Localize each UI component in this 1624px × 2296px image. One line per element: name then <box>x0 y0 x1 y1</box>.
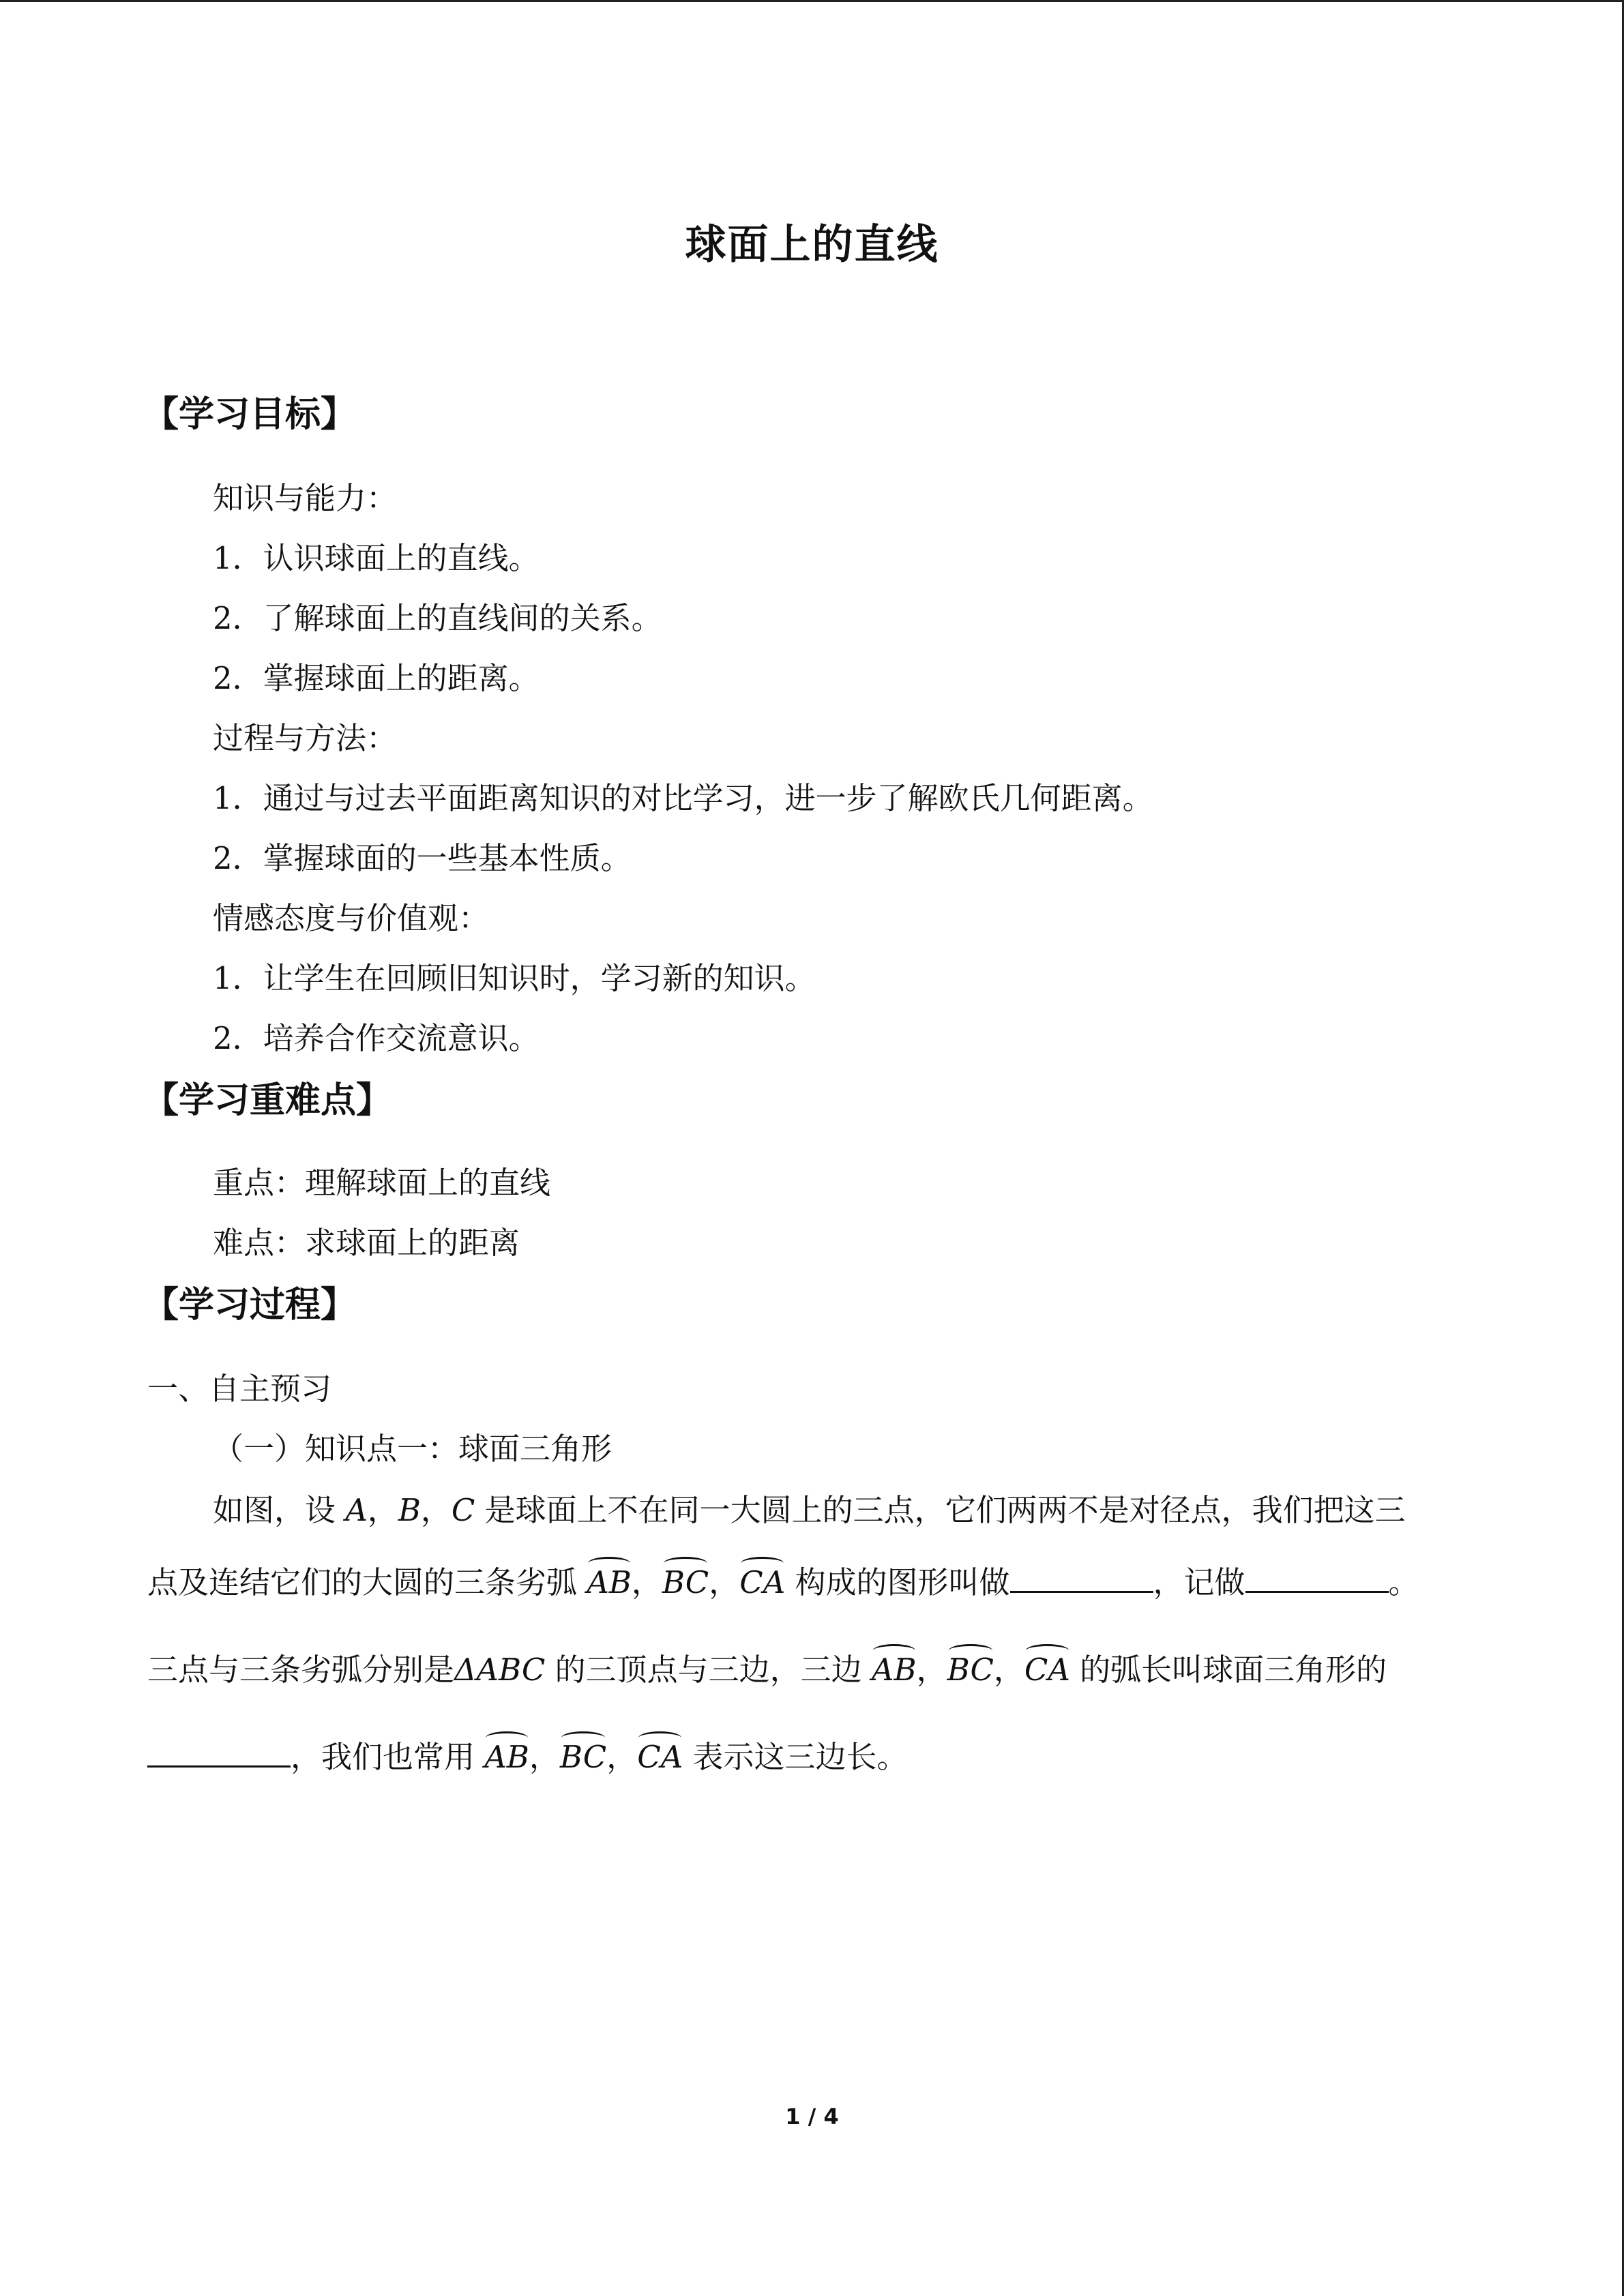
text-span: ，记做 <box>1153 1564 1245 1600</box>
text-span: ， <box>420 1492 452 1528</box>
text-span: 的弧长叫球面三角形的 <box>1069 1652 1387 1688</box>
paragraph-line-2 <box>147 1558 1419 1603</box>
goals-line: 过程与方法： <box>213 720 398 756</box>
goals-line: 2．掌握球面上的距离。 <box>213 660 540 696</box>
goals-line: 情感态度与价值观： <box>213 900 490 936</box>
text-span: ，我们也常用 <box>291 1739 485 1775</box>
text-span: 。 <box>1388 1564 1419 1600</box>
text-span: ， <box>367 1492 398 1528</box>
fill-in-blank[interactable] <box>147 1735 291 1768</box>
text-span: 点及连结它们的大圆的三条劣弧 <box>147 1564 587 1600</box>
key-point-line: 难点：求球面上的距离 <box>213 1225 520 1261</box>
triangle-label: ΔABC <box>454 1652 546 1688</box>
text-span: ， <box>529 1739 560 1775</box>
arc-ca-label: CA <box>1024 1645 1070 1690</box>
fill-in-blank[interactable] <box>1245 1561 1389 1593</box>
point-c-label: C <box>451 1492 475 1528</box>
section-heading-goals: 【学习目标】 <box>143 394 357 435</box>
goals-line: 1．让学生在回顾旧知识时，学习新的知识。 <box>213 960 816 996</box>
arc-ca-label: CA <box>637 1733 683 1778</box>
point-b-label: B <box>398 1492 421 1528</box>
arc-ab-label: AB <box>872 1645 917 1690</box>
arc-ab-label: AB <box>587 1558 632 1603</box>
arc-ca-label: CA <box>739 1558 785 1603</box>
goals-line: 1．认识球面上的直线。 <box>213 540 540 576</box>
goals-line: 知识与能力： <box>213 480 398 516</box>
text-span: 如图，设 <box>213 1492 346 1528</box>
paragraph-line-3 <box>147 1645 1387 1690</box>
text-span: ， <box>631 1564 662 1600</box>
arc-ab-label: AB <box>484 1733 529 1778</box>
text-span: ， <box>916 1652 947 1688</box>
text-span: 表示这三边长。 <box>683 1739 908 1775</box>
goals-line: 1．通过与过去平面距离知识的对比学习，进一步了解欧氏几何距离。 <box>213 780 1153 816</box>
goals-line: 2．培养合作交流意识。 <box>213 1020 540 1056</box>
section-heading-key-points: 【学习重难点】 <box>143 1080 392 1121</box>
arc-bc-label: BC <box>947 1645 994 1690</box>
part-one-heading: 一、自主预习 <box>147 1371 332 1407</box>
goals-line: 2．掌握球面的一些基本性质。 <box>213 840 632 876</box>
arc-bc-label: BC <box>662 1558 709 1603</box>
text-span: 的三顶点与三边，三边 <box>545 1652 872 1688</box>
text-span: 构成的图形叫做 <box>785 1564 1010 1600</box>
paragraph-line-1 <box>213 1490 1406 1531</box>
key-point-line: 重点：理解球面上的直线 <box>213 1165 551 1201</box>
point-a-label: A <box>345 1492 368 1528</box>
fill-in-blank[interactable] <box>1010 1561 1153 1593</box>
arc-bc-label: BC <box>560 1733 606 1778</box>
goals-line: 2．了解球面上的直线间的关系。 <box>213 600 662 636</box>
page-number: 1 / 4 <box>785 2104 839 2130</box>
text-span: ， <box>606 1739 638 1775</box>
text-span: 三点与三条劣弧分别是 <box>147 1652 455 1688</box>
knowledge-point-heading: （一）知识点一：球面三角形 <box>213 1431 612 1467</box>
section-heading-process: 【学习过程】 <box>143 1285 357 1326</box>
paragraph-line-4 <box>147 1733 908 1778</box>
page-title: 球面上的直线 <box>685 221 939 269</box>
text-span: 是球面上不在同一大圆上的三点，它们两两不是对径点，我们把这三 <box>475 1492 1406 1528</box>
text-span: ， <box>709 1564 740 1600</box>
text-span: ， <box>993 1652 1024 1688</box>
